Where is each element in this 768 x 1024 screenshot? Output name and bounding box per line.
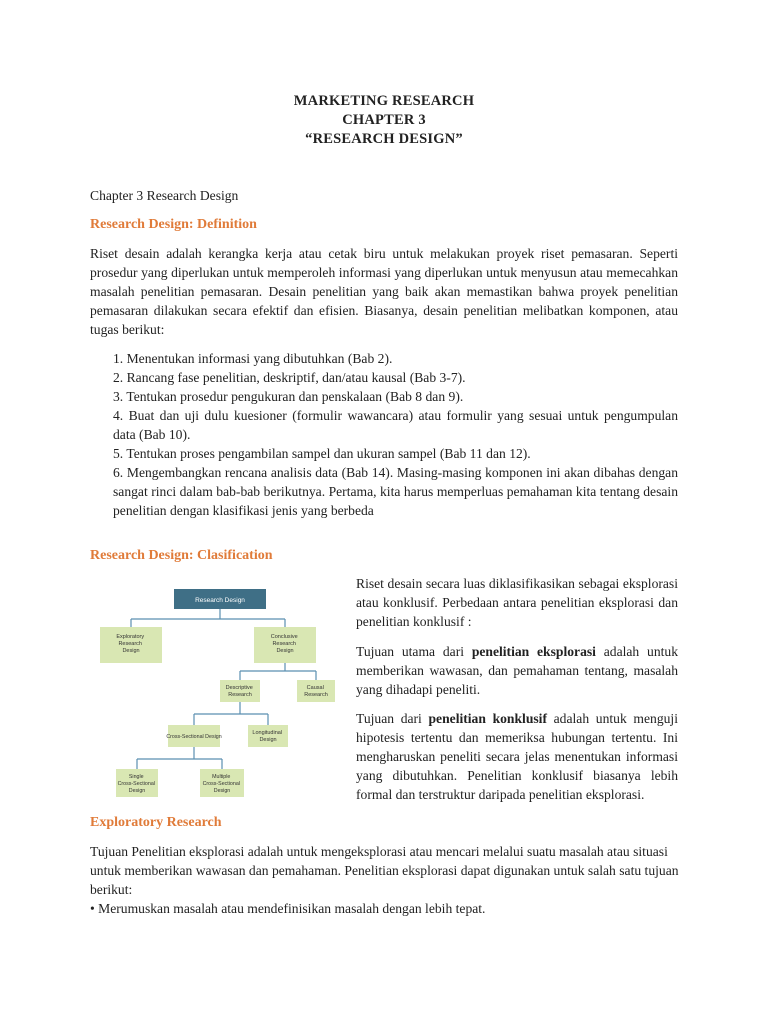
diagram-text-line: Design [276, 648, 294, 654]
paragraph-text: Tujuan dari [356, 711, 429, 726]
list-item: 2. Rancang fase penelitian, deskriptif, dan/atau kausal (Bab 3-7). [113, 370, 466, 385]
diagram-text-line: Research [304, 692, 328, 698]
diagram-text-line: Multiple [212, 774, 231, 780]
diagram-node-causal-label [304, 685, 328, 698]
list-item: 3. Tentukan prosedur pengukuran dan penskalaan (Bab 8 dan 9). [113, 389, 464, 404]
list-item: 1. Menentukan informasi yang dibutuhkan (Bab 2). [113, 351, 393, 366]
exploratory-heading: Exploratory Research [90, 815, 222, 830]
diagram-text-line: Causal [306, 685, 324, 691]
diagram-text-line: Cross-Sectional [117, 781, 155, 787]
definition-heading: Research Design: Definition [90, 217, 257, 232]
paragraph-text: Tujuan utama dari [356, 644, 472, 659]
diagram-node-causal [297, 680, 335, 702]
doc-title: MARKETING RESEARCH [293, 93, 475, 109]
paragraph-text: adalah untuk menguji hipotesis tertentu dan memeriksa hubungan tertentu. Ini mengharuskan peneliti secara jelas menentukan informasi yang dibutuhkan. Penelitian konklusif biasanya lebih formal dan terstruktur daripada penelitian eksplorasi. [356, 711, 678, 802]
paragraph-text: adalah untuk memberikan wawasan, dan pemahaman tentang, masalah yang dihadapi peneliti. [356, 644, 679, 697]
emphasis-term: penelitian konklusif [428, 711, 547, 726]
intro-line: Chapter 3 Research Design [90, 188, 239, 203]
definition-paragraph: Riset desain adalah kerangka kerja atau cetak biru untuk melakukan proyek riset pemasaran. Seperti prosedur yang diperlukan untuk memperoleh informasi yang diperlukan untuk menyusun atau memecahkan masalah penelitian pemasaran. Desain penelitian yang baik akan memastikan bahwa proyek penelitian pemasaran dilakukan secara efektif dan efisien. Biasanya, desain penelitian melibatkan komponen, atau tugas berikut: [90, 246, 678, 337]
exploratory-paragraph: Tujuan Penelitian eksplorasi adalah untuk mengeksplorasi atau mencari melalui suatu masalah atau situasi untuk memberikan wawasan dan pemahaman. Penelitian eksplorasi dapat digunakan untuk salah satu tujuan berikut: [90, 844, 679, 897]
classification-paragraph-3 [356, 709, 678, 804]
classification-heading: Research Design: Clasification [90, 548, 273, 563]
chapter-title: “RESEARCH DESIGN” [305, 131, 463, 147]
diagram-text-line: Design [128, 788, 146, 794]
diagram-node-cross-sectional-label: Cross-Sectional Design [166, 734, 222, 740]
diagram-text-line: Design [213, 788, 231, 794]
diagram-text-line: Cross-Sectional [202, 781, 240, 787]
chapter-number: CHAPTER 3 [342, 112, 426, 128]
emphasis-term: penelitian eksplorasi [471, 644, 596, 659]
diagram-text-line: Design [259, 737, 277, 743]
diagram-text-line: Longitudinal [252, 730, 283, 736]
list-item: 6. Mengembangkan rencana analisis data (Bab 14). Masing-masing komponen ini akan dibahas dengan sangat rinci dalam bab-bab berikutnya. Pertama, kita harus memperluas pemahaman kita tentang desain penelitian dengan klasifikasi jenis yang berbeda [113, 465, 678, 518]
diagram-text-line: Exploratory [116, 634, 145, 640]
diagram-text-line: Research [272, 641, 297, 647]
diagram-node-descriptive-label [226, 685, 255, 698]
diagram-text-line: Conclusive [270, 634, 298, 640]
diagram-node-descriptive [220, 680, 260, 702]
diagram-text-line: Single [128, 774, 144, 780]
diagram-node-longitudinal [248, 725, 288, 747]
research-design-diagram [90, 575, 340, 805]
list-item: 5. Tentukan proses pengambilan sampel dan ukuran sampel (Bab 11 dan 12). [113, 446, 531, 461]
exploratory-bullet: • Merumuskan masalah atau mendefinisikan masalah dengan lebih tepat. [90, 901, 486, 916]
diagram-node-root-label: Research Design [195, 597, 245, 604]
classification-paragraph-2 [356, 642, 678, 699]
diagram-text-line: Design [122, 648, 140, 654]
definition-list [113, 349, 678, 520]
diagram-text-line: Research [118, 641, 143, 647]
diagram-text-line: Descriptive [225, 685, 253, 691]
diagram-text-line: Research [228, 692, 252, 698]
list-item: 4. Buat dan uji dulu kuesioner (formulir wawancara) atau formulir yang sesuai untuk pengumpulan data (Bab 10). [113, 408, 678, 442]
classification-paragraph-1: Riset desain secara luas diklasifikasikan sebagai eksplorasi atau konklusif. Perbedaan antara penelitian eksplorasi dan penelitian konklusif : [356, 576, 678, 629]
